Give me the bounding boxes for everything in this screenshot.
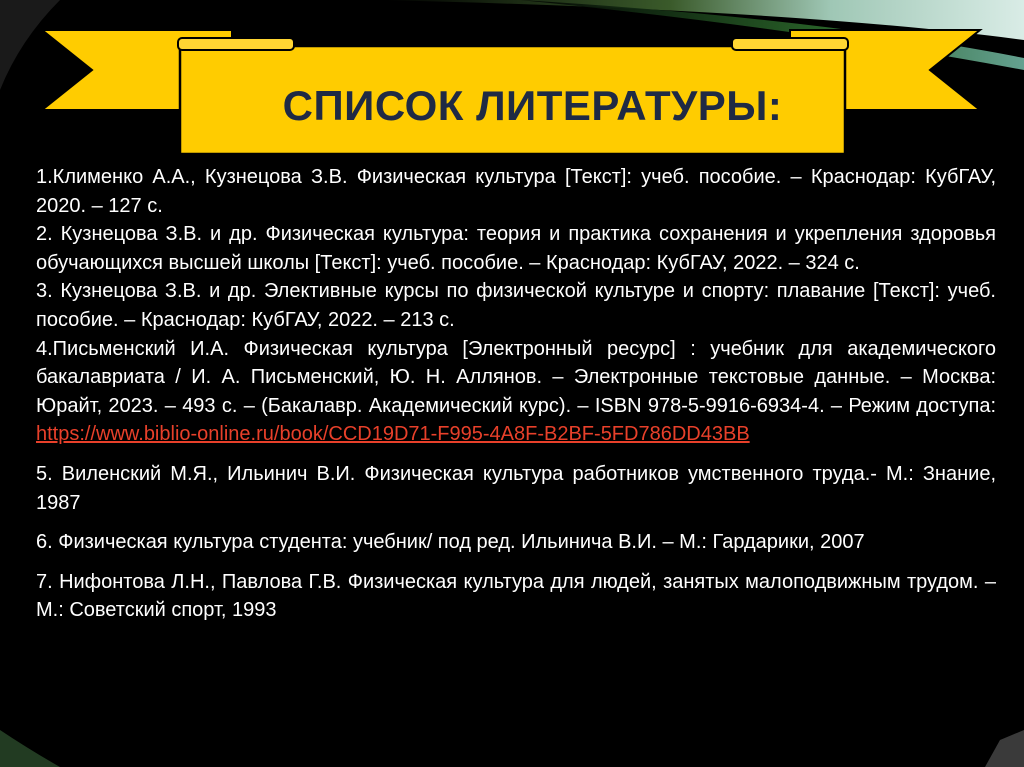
slide-title: СПИСОК ЛИТЕРАТУРЫ: bbox=[282, 82, 783, 129]
reference-link[interactable]: https://www.biblio-online.ru/book/CCD19D71-F995-4A8F-B2BF-5FD786DD43BB bbox=[36, 423, 750, 446]
reference-item-2: 2. Кузнецова З.В. и др. Физическая культура: теория и практика сохранения и укрепления здоровья обучающихся высшей школы [Текст]: учеб. пособие. – Краснодар: КубГАУ, 2022. – 324 с. bbox=[36, 223, 996, 274]
reference-item-3: 3. Кузнецова З.В. и др. Элективные курсы по физической культуре и спорту: плавание [Текст]: учеб. пособие. – Краснодар: КубГАУ, 2022. – 213 с. bbox=[36, 280, 996, 331]
reference-item-1: 1.Клименко А.А., Кузнецова З.В. Физическая культура [Текст]: учеб. пособие. – Краснодар: КубГАУ, 2020. – 127 с. bbox=[36, 166, 996, 217]
reference-item-7: 7. Нифонтова Л.Н., Павлова Г.В. Физическая культура для людей, занятых малоподвижным трудом. –М.: Советский спорт, 1993 bbox=[36, 570, 996, 622]
reference-item-4-text: 4.Письменский И.А. Физическая культура [Электронный ресурс] : учебник для академического бакалавриата / И. А. Письменский, Ю. Н. Аллянов. – Электронные текстовые данные. – Москва: Юрайт, 2023. – 493 с. – (Бакалавр. Академический курс). – ISBN 978-5-9916-6934-4. – Режим доступа: bbox=[36, 337, 996, 417]
reference-list bbox=[36, 163, 996, 625]
reference-item-4 bbox=[36, 335, 996, 449]
reference-item-6: 6. Физическая культура студента: учебник/ под ред. Ильинича В.И. – М.: Гардарики, 2007 bbox=[36, 531, 865, 554]
reference-item-5: 5. Виленский М.Я., Ильинич В.И. Физическая культура работников умственного труда.- М.: Знание, 1987 bbox=[36, 462, 996, 514]
